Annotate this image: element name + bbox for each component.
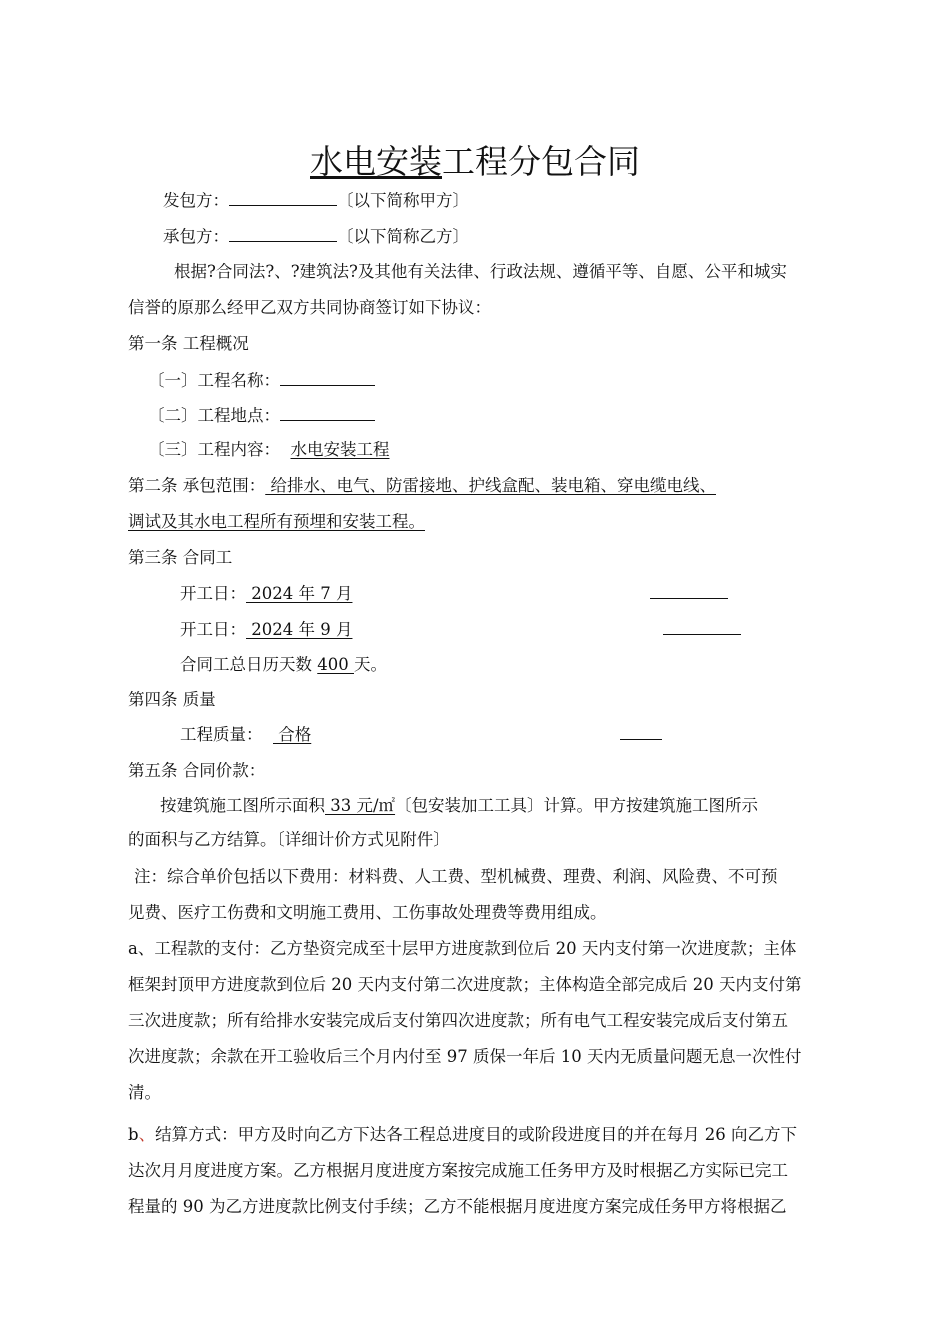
start-date-label: 开工日： [180,584,246,603]
quality-value: 合格 [273,725,312,744]
start-date-line [180,583,352,605]
settlement-line-1 [128,1124,797,1146]
article-4-heading: 第四条 质量 [128,690,216,709]
scope-line-1: 给排水、电气、防雷接地、护线盒配、装电箱、穿电缆电线、 [265,476,716,495]
title-rest: 工程分包合同 [442,142,640,181]
end-date-trailing-blank [663,618,741,635]
project-content-line [148,439,390,461]
article-3-heading: 第三条 合同工 [128,548,233,567]
article-2-line-1 [128,475,716,497]
title-underlined-part: 水电安装 [310,142,442,181]
preamble-line-1: 根据?合同法?、?建筑法?及其他有关法律、行政法规、遵循平等、自愿、公平和城实 [174,262,787,281]
settlement-text-1: 结算方式：甲方及时向乙方下达各工程总进度目的或阶段进度目的并在每月 26 向乙方下 [155,1125,798,1144]
start-date-value: 2024 年 7 月 [246,584,353,603]
project-name-blank [280,369,375,386]
price-text-b: 〔包安装加工工具〕计算。甲方按建筑施工图所示 [395,796,759,815]
project-content-label: 〔三〕工程内容： [148,440,280,459]
end-date-value: 2024 年 9 月 [246,620,353,639]
party-b-label: 承包方： [163,227,229,246]
quality-trailing-blank [620,723,662,740]
note-line-1: 注：综合单价包括以下费用：材料费、人工费、型机械费、理费、利润、风险费、不可预 [134,867,778,886]
total-days-line [180,654,387,676]
quality-label: 工程质量： [180,725,263,744]
party-a-line [163,189,469,212]
party-b-blank [229,225,337,242]
article-1-heading: 第一条 工程概况 [128,334,249,353]
unit-price-value: 33 元/㎡ [325,796,396,815]
project-name-label: 〔一〕工程名称： [148,371,280,390]
payment-line-2: 框架封顶甲方进度款到位后 20 天内支付第二次进度款；主体构造全部完成后 20 天内支付第 [128,975,802,994]
total-days-label: 合同工总日历天数 [180,655,312,674]
end-date-label: 开工日： [180,620,246,639]
project-site-label: 〔二〕工程地点： [148,406,280,425]
payment-line-1: a、工程款的支付：乙方垫资完成至十层甲方进度款到位后 20 天内支付第一次进度款；主体 [128,939,797,958]
quality-line [180,724,311,746]
settlement-separator: 、 [138,1125,156,1144]
payment-line-4: 次进度款；余款在开工验收后三个月内付至 97 质保一年后 10 天内无质量问题无息一次性付 [128,1047,802,1066]
end-date-line [180,619,352,641]
article-5-heading: 第五条 合同价款： [128,761,266,780]
article-2-heading: 第二条 承包范围： [128,476,266,495]
start-date-trailing-blank [650,582,728,599]
party-a-label: 发包方： [163,191,229,210]
settlement-line-3: 程量的 90 为乙方进度款比例支付手续；乙方不能根据月度进度方案完成任务甲方将根据乙 [128,1197,787,1216]
total-days-value: 400 [317,655,354,674]
project-content-value: 水电安装工程 [290,440,390,459]
project-site-blank [280,404,375,421]
payment-line-5: 清。 [128,1083,161,1102]
payment-line-3: 三次进度款；所有给排水安装完成后支付第四次进度款；所有电气工程安装完成后支付第五 [128,1011,788,1030]
party-a-note: 〔以下简称甲方〕 [337,191,469,210]
scope-line-2: 调试及其水电工程所有预埋和安装工程。 [128,512,425,531]
preamble-line-2: 信誉的原那么经甲乙双方共同协商签订如下协议： [128,298,491,317]
project-name-line [148,369,375,392]
settlement-line-2: 达次月月度进度方案。乙方根据月度进度方案按完成施工任务甲方及时根据乙方实际已完工 [128,1161,788,1180]
settlement-prefix: b [128,1125,139,1144]
price-line-1 [160,795,758,817]
total-days-unit: 天。 [354,655,387,674]
document-title [0,140,950,184]
party-a-blank [229,189,337,206]
price-text-a: 按建筑施工图所示面积 [160,796,325,815]
project-site-line [148,404,375,427]
party-b-note: 〔以下简称乙方〕 [337,227,469,246]
note-line-2: 见费、医疗工伤费和文明施工费用、工伤事故处理费等费用组成。 [128,903,607,922]
price-line-2: 的面积与乙方结算。〔详细计价方式见附件〕 [128,830,450,849]
party-b-line [163,225,469,248]
article-2-line-2 [128,511,425,533]
